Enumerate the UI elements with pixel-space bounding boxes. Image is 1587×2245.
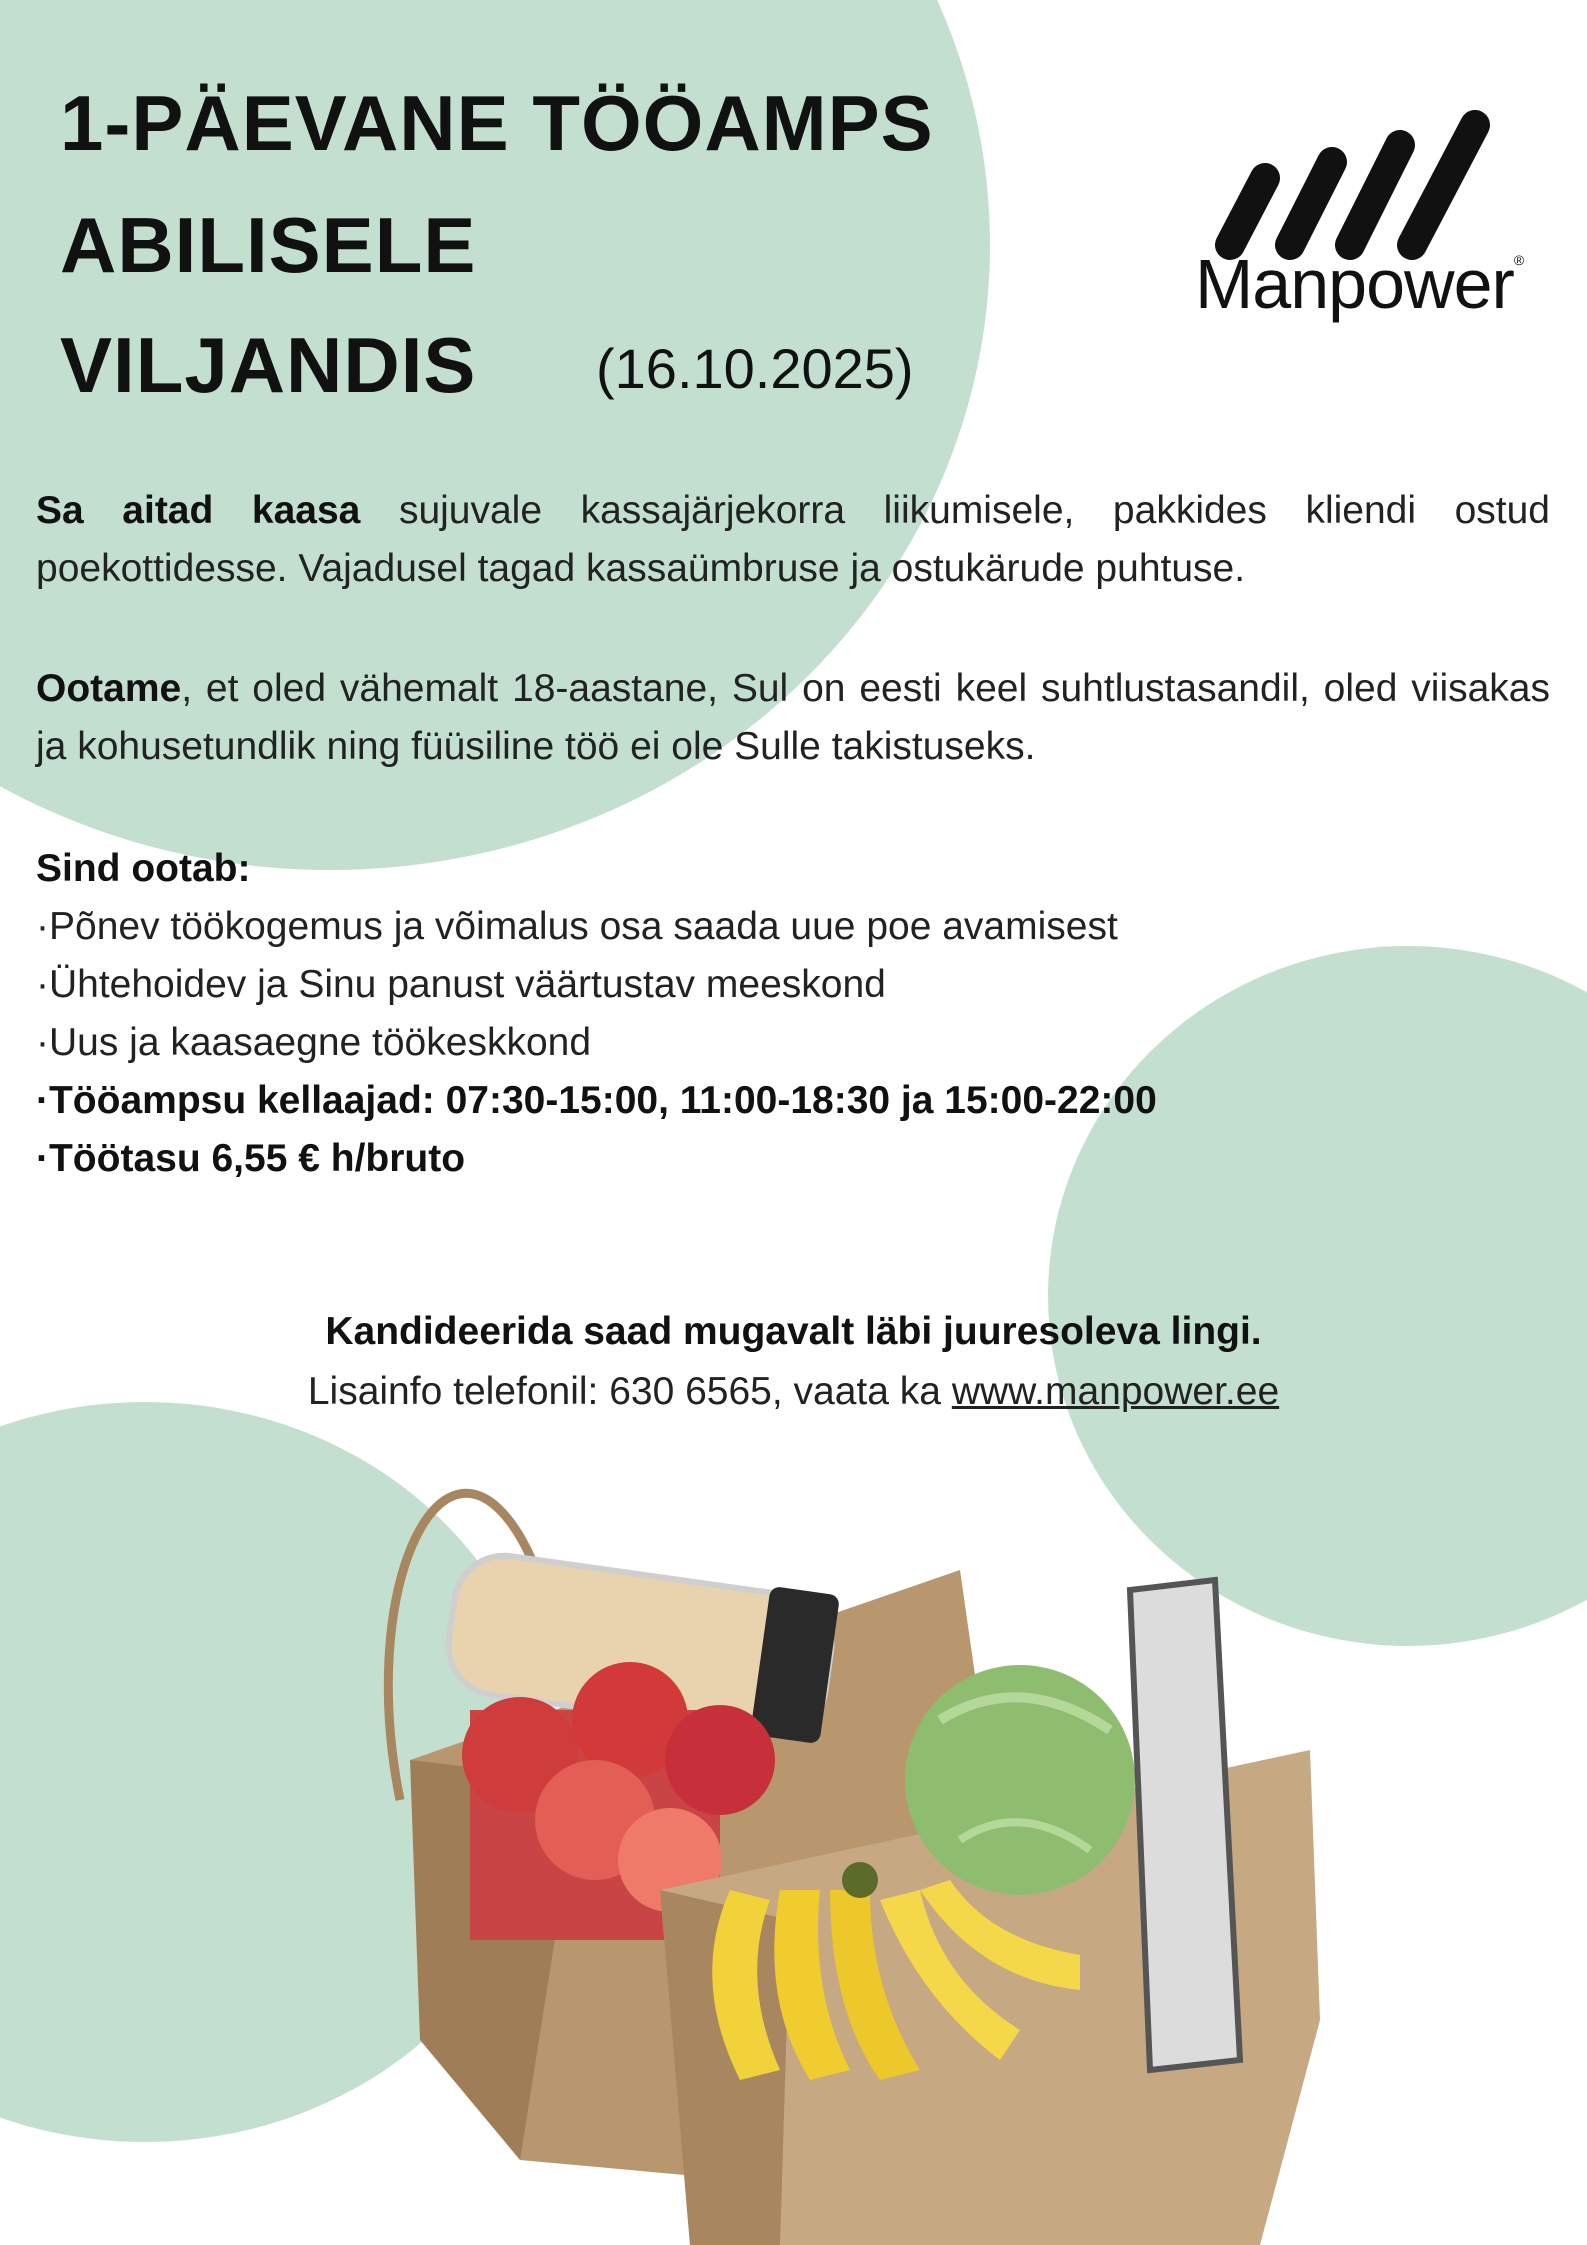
- offer-item-experience: ·Põnev töökogemus ja võimalus osa saada uue poe avamisest: [36, 905, 1118, 948]
- event-date: (16.10.2025): [596, 337, 914, 400]
- offer-item-salary: ·Töötasu 6,55 € h/bruto: [36, 1137, 466, 1180]
- offer-item-environment: ·Uus ja kaasaegne töökeskkond: [36, 1021, 592, 1064]
- requirements-paragraph: [36, 660, 1550, 776]
- offer-heading: Sind ootab:: [36, 847, 251, 890]
- title-line-1: 1-PÄEVANE TÖÖAMPS: [60, 79, 934, 167]
- intro-paragraph: [36, 482, 1550, 598]
- contact-info: [0, 1362, 1587, 1422]
- logo-registered-mark: ®: [1513, 252, 1524, 268]
- intro-text: sujuvale kassajärjekorra liikumisele, pakkides kliendi ostud poekottidesse. Vajadusel tagad kassaümbruse ja ostukärude puhtuse.: [36, 489, 1550, 590]
- requirements-lead: Ootame: [36, 667, 182, 710]
- logo-name: Manpower: [1195, 245, 1514, 323]
- offer-item-shifts: ·Tööampsu kellaajad: 07:30-15:00, 11:00-18:30 ja 15:00-22:00: [36, 1079, 1157, 1122]
- intro-lead: Sa aitad kaasa: [36, 489, 361, 532]
- manpower-logo-text: [1195, 244, 1523, 324]
- title-line-2: ABILISELE: [60, 201, 477, 289]
- offer-item-team: ·Ühtehoidev ja Sinu panust väärtustav meeskond: [36, 963, 886, 1006]
- apply-cta: Kandideerida saad mugavalt läbi juuresoleva lingi.: [325, 1310, 1262, 1353]
- title-line-3: VILJANDIS: [60, 321, 477, 409]
- offer-section: [36, 840, 1157, 1188]
- requirements-text: , et oled vähemalt 18-aastane, Sul on eesti keel suhtlustasandil, oled viisakas ja kohusetundlik ning füüsiline töö ei ole Sulle takistuseks.: [36, 667, 1550, 768]
- contact-section: [0, 1302, 1587, 1422]
- website-link[interactable]: www.manpower.ee: [951, 1370, 1280, 1413]
- contact-info-text: Lisainfo telefonil: 630 6565, vaata ka: [307, 1370, 952, 1413]
- grocery-bags-illustration-icon: [360, 1420, 1370, 2245]
